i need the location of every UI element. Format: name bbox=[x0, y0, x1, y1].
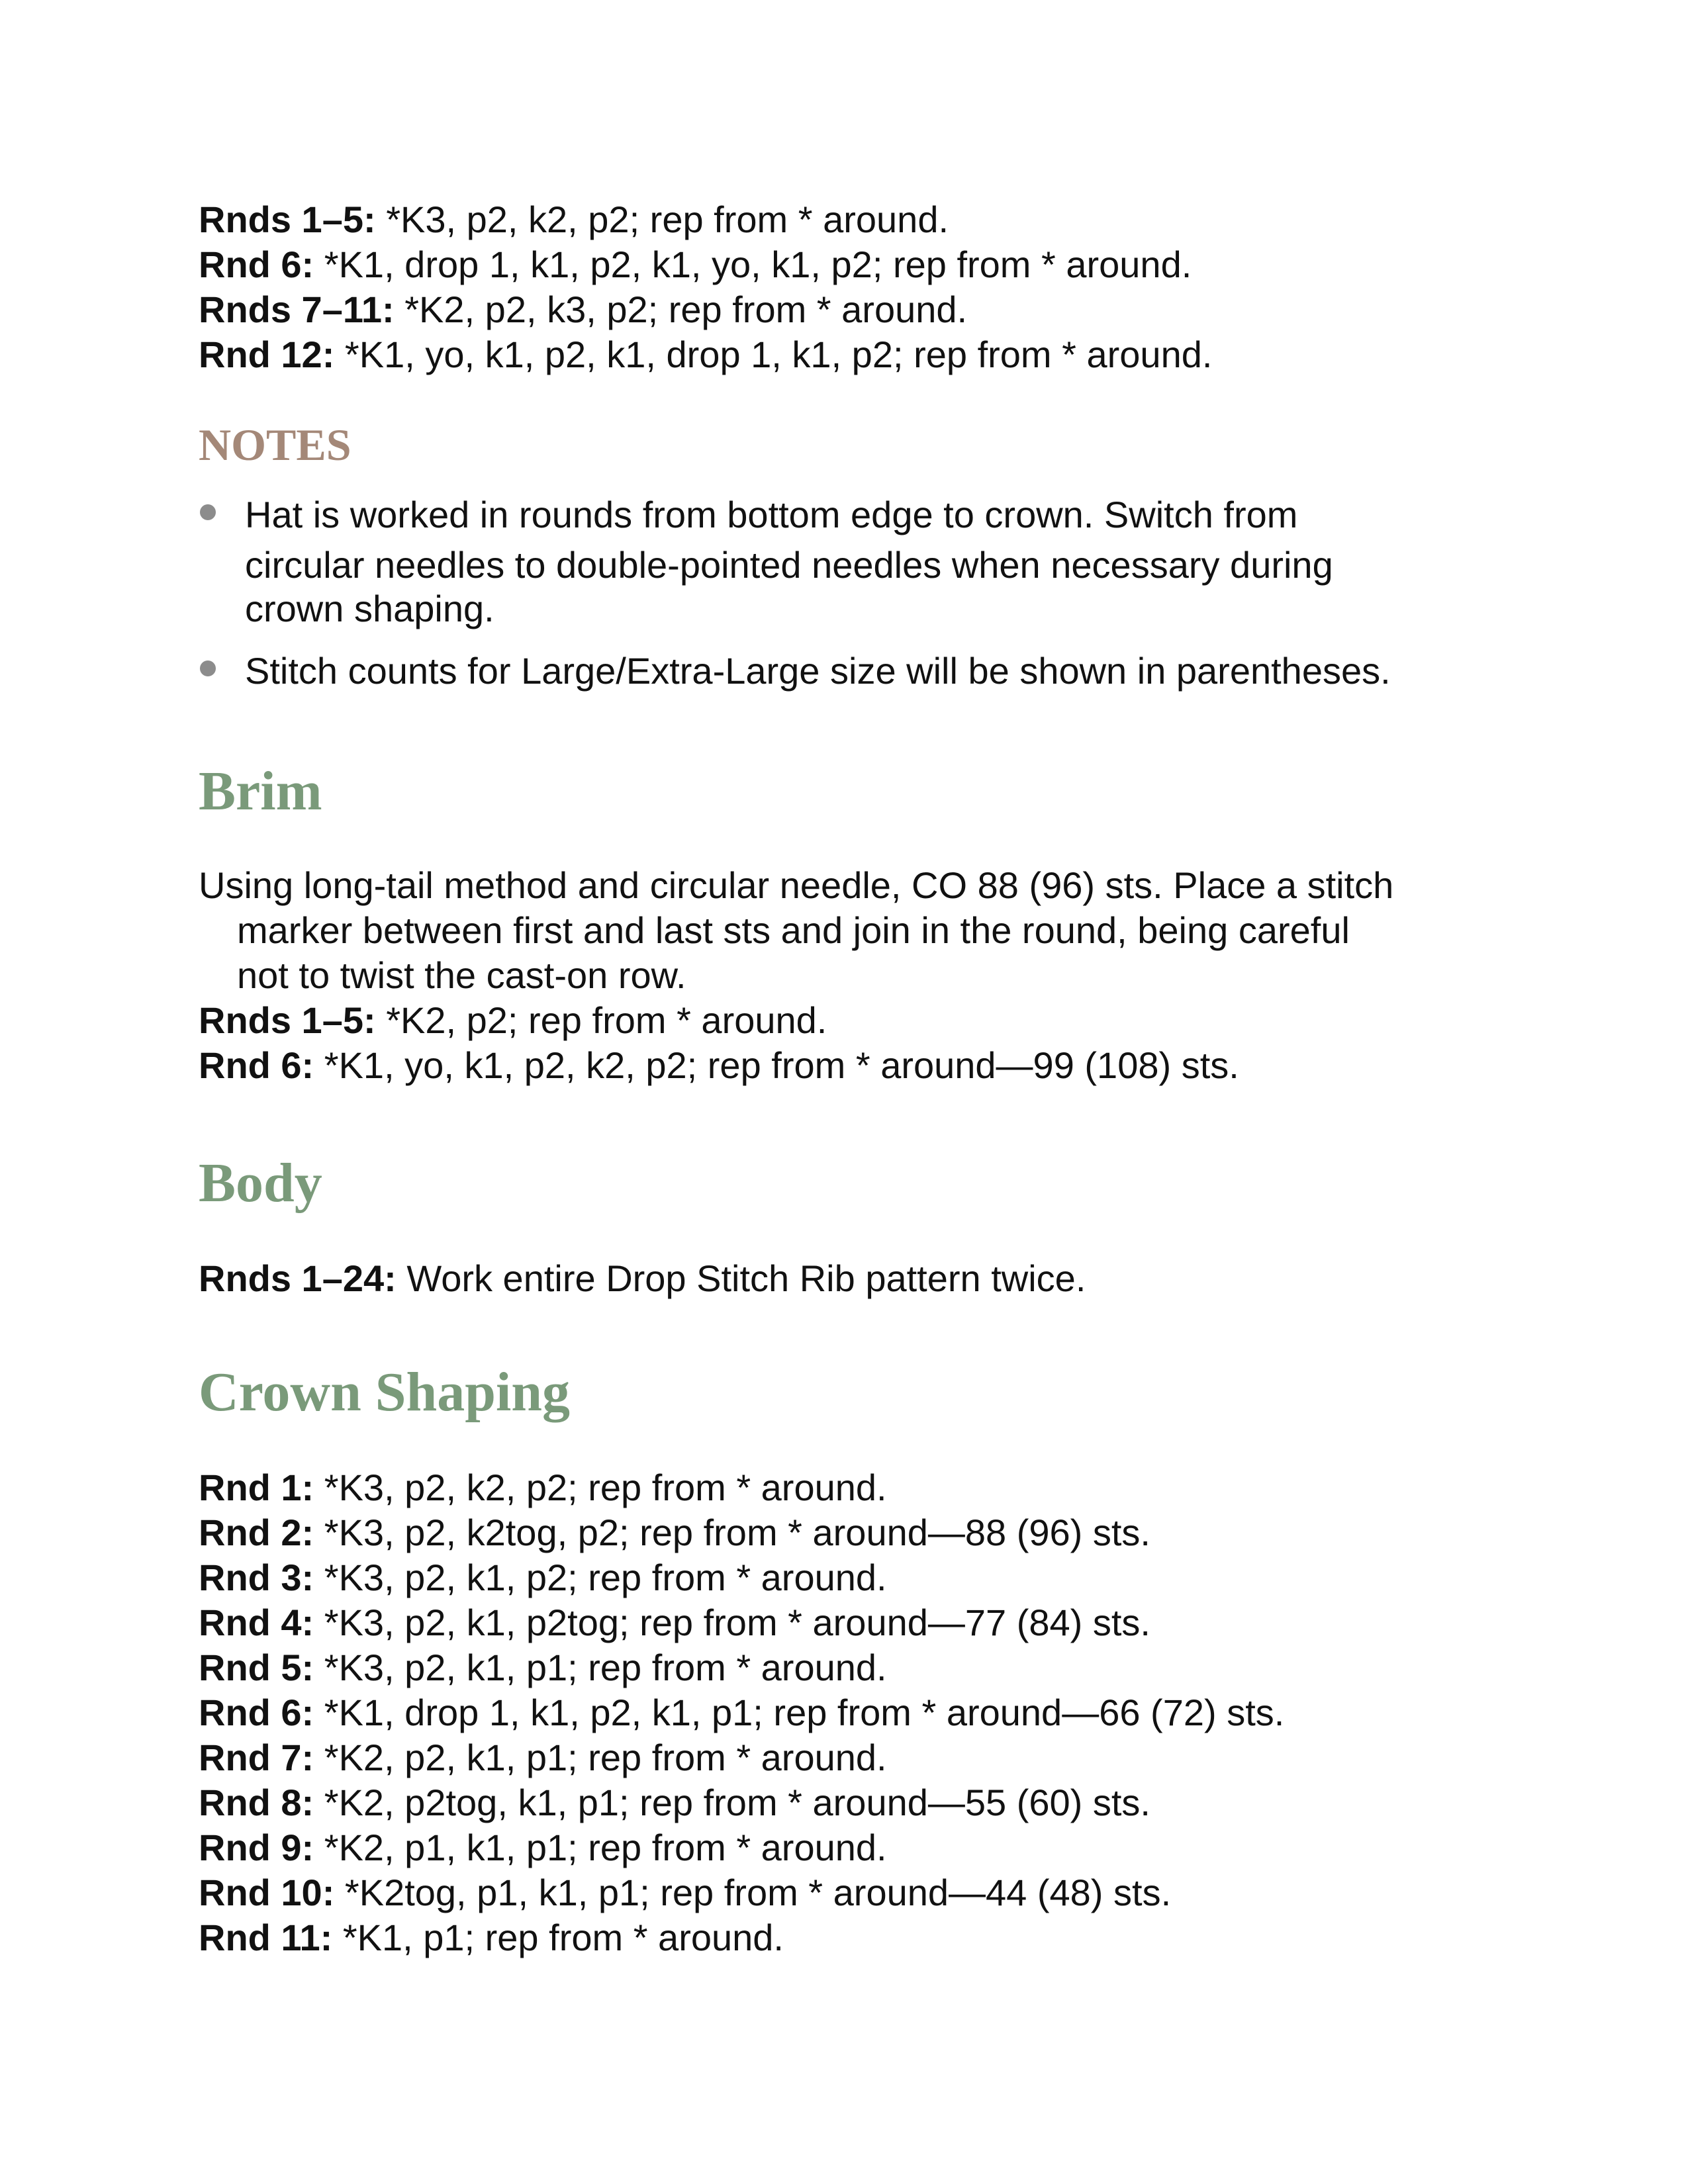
round-label: Rnd 1: bbox=[199, 1467, 314, 1508]
round-label: Rnd 2: bbox=[199, 1512, 314, 1553]
round-instructions: *K1, drop 1, k1, p2, k1, yo, k1, p2; rep from * around. bbox=[314, 244, 1192, 285]
note-line: circular needles to double-pointed needles when necessary during bbox=[245, 544, 1333, 586]
round-label: Rnd 10: bbox=[199, 1872, 335, 1913]
round-instructions: *K1, drop 1, k1, p2, k1, p1; rep from * around—66 (72) sts. bbox=[314, 1692, 1285, 1733]
section-heading-crown-shaping: Crown Shaping bbox=[199, 1361, 571, 1423]
round-instructions: *K2, p2, k1, p1; rep from * around. bbox=[314, 1737, 887, 1778]
pattern-line bbox=[199, 998, 827, 1043]
round-label: Rnd 7: bbox=[199, 1737, 314, 1778]
pattern-line bbox=[199, 287, 967, 332]
pattern-line bbox=[199, 1825, 887, 1870]
round-label: Rnds 1–5: bbox=[199, 999, 376, 1041]
pattern-line bbox=[199, 1870, 1171, 1915]
section-heading-body: Body bbox=[199, 1152, 322, 1214]
pattern-line bbox=[199, 1600, 1150, 1645]
round-label: Rnd 6: bbox=[199, 1692, 314, 1733]
pattern-line bbox=[199, 1256, 1086, 1301]
brim-intro-line: Using long-tail method and circular needle, CO 88 (96) sts. Place a stitch bbox=[199, 864, 1394, 906]
round-label: Rnd 9: bbox=[199, 1827, 314, 1868]
round-label: Rnd 8: bbox=[199, 1782, 314, 1823]
round-instructions: *K1, yo, k1, p2, k2, p2; rep from * around—99 (108) sts. bbox=[314, 1044, 1239, 1086]
pattern-line bbox=[199, 1043, 1239, 1088]
round-instructions: *K2, p2; rep from * around. bbox=[375, 999, 827, 1041]
pattern-line bbox=[199, 332, 1212, 377]
round-instructions: *K1, yo, k1, p2, k1, drop 1, k1, p2; rep from * around. bbox=[334, 334, 1213, 375]
note-line: Stitch counts for Large/Extra-Large size will be shown in parentheses. bbox=[245, 650, 1391, 692]
note-line: Hat is worked in rounds from bottom edge to crown. Switch from bbox=[245, 494, 1298, 535]
round-label: Rnds 1–5: bbox=[199, 199, 376, 240]
round-instructions: *K2, p1, k1, p1; rep from * around. bbox=[314, 1827, 887, 1868]
pattern-line bbox=[199, 1780, 1150, 1825]
pattern-line bbox=[199, 1510, 1150, 1555]
round-instructions: Work entire Drop Stitch Rib pattern twice. bbox=[396, 1257, 1086, 1299]
round-label: Rnd 6: bbox=[199, 244, 314, 285]
round-instructions: *K2tog, p1, k1, p1; rep from * around—44 (48) sts. bbox=[334, 1872, 1172, 1913]
pattern-line bbox=[199, 1690, 1284, 1735]
section-heading-brim: Brim bbox=[199, 760, 322, 822]
bullet-icon bbox=[200, 504, 216, 520]
pattern-line bbox=[199, 1555, 887, 1600]
round-label: Rnds 1–24: bbox=[199, 1257, 397, 1299]
round-instructions: *K2, p2tog, k1, p1; rep from * around—55 (60) sts. bbox=[314, 1782, 1150, 1823]
round-instructions: *K1, p1; rep from * around. bbox=[332, 1917, 784, 1958]
round-label: Rnd 11: bbox=[199, 1917, 333, 1958]
round-instructions: *K3, p2, k2, p2; rep from * around. bbox=[314, 1467, 887, 1508]
pattern-line bbox=[199, 1645, 887, 1690]
bullet-icon bbox=[200, 660, 216, 676]
round-label: Rnd 12: bbox=[199, 334, 335, 375]
round-label: Rnd 3: bbox=[199, 1557, 314, 1598]
round-instructions: *K3, p2, k1, p2tog; rep from * around—77 (84) sts. bbox=[314, 1602, 1150, 1643]
pattern-line bbox=[199, 1465, 887, 1510]
notes-heading: NOTES bbox=[199, 420, 352, 470]
round-instructions: *K3, p2, k1, p2; rep from * around. bbox=[314, 1557, 887, 1598]
pattern-line bbox=[199, 242, 1192, 287]
round-label: Rnd 5: bbox=[199, 1647, 314, 1688]
round-label: Rnd 6: bbox=[199, 1044, 314, 1086]
round-label: Rnds 7–11: bbox=[199, 289, 395, 330]
brim-intro-line: marker between first and last sts and join in the round, being careful bbox=[237, 909, 1350, 951]
round-instructions: *K3, p2, k2, p2; rep from * around. bbox=[375, 199, 949, 240]
pattern-line bbox=[199, 1915, 784, 1960]
brim-intro-line: not to twist the cast-on row. bbox=[237, 954, 686, 996]
round-instructions: *K2, p2, k3, p2; rep from * around. bbox=[394, 289, 968, 330]
round-label: Rnd 4: bbox=[199, 1602, 314, 1643]
note-line: crown shaping. bbox=[245, 588, 494, 629]
pattern-line bbox=[199, 197, 949, 242]
pattern-line bbox=[199, 1735, 887, 1780]
round-instructions: *K3, p2, k1, p1; rep from * around. bbox=[314, 1647, 887, 1688]
round-instructions: *K3, p2, k2tog, p2; rep from * around—88 (96) sts. bbox=[314, 1512, 1150, 1553]
